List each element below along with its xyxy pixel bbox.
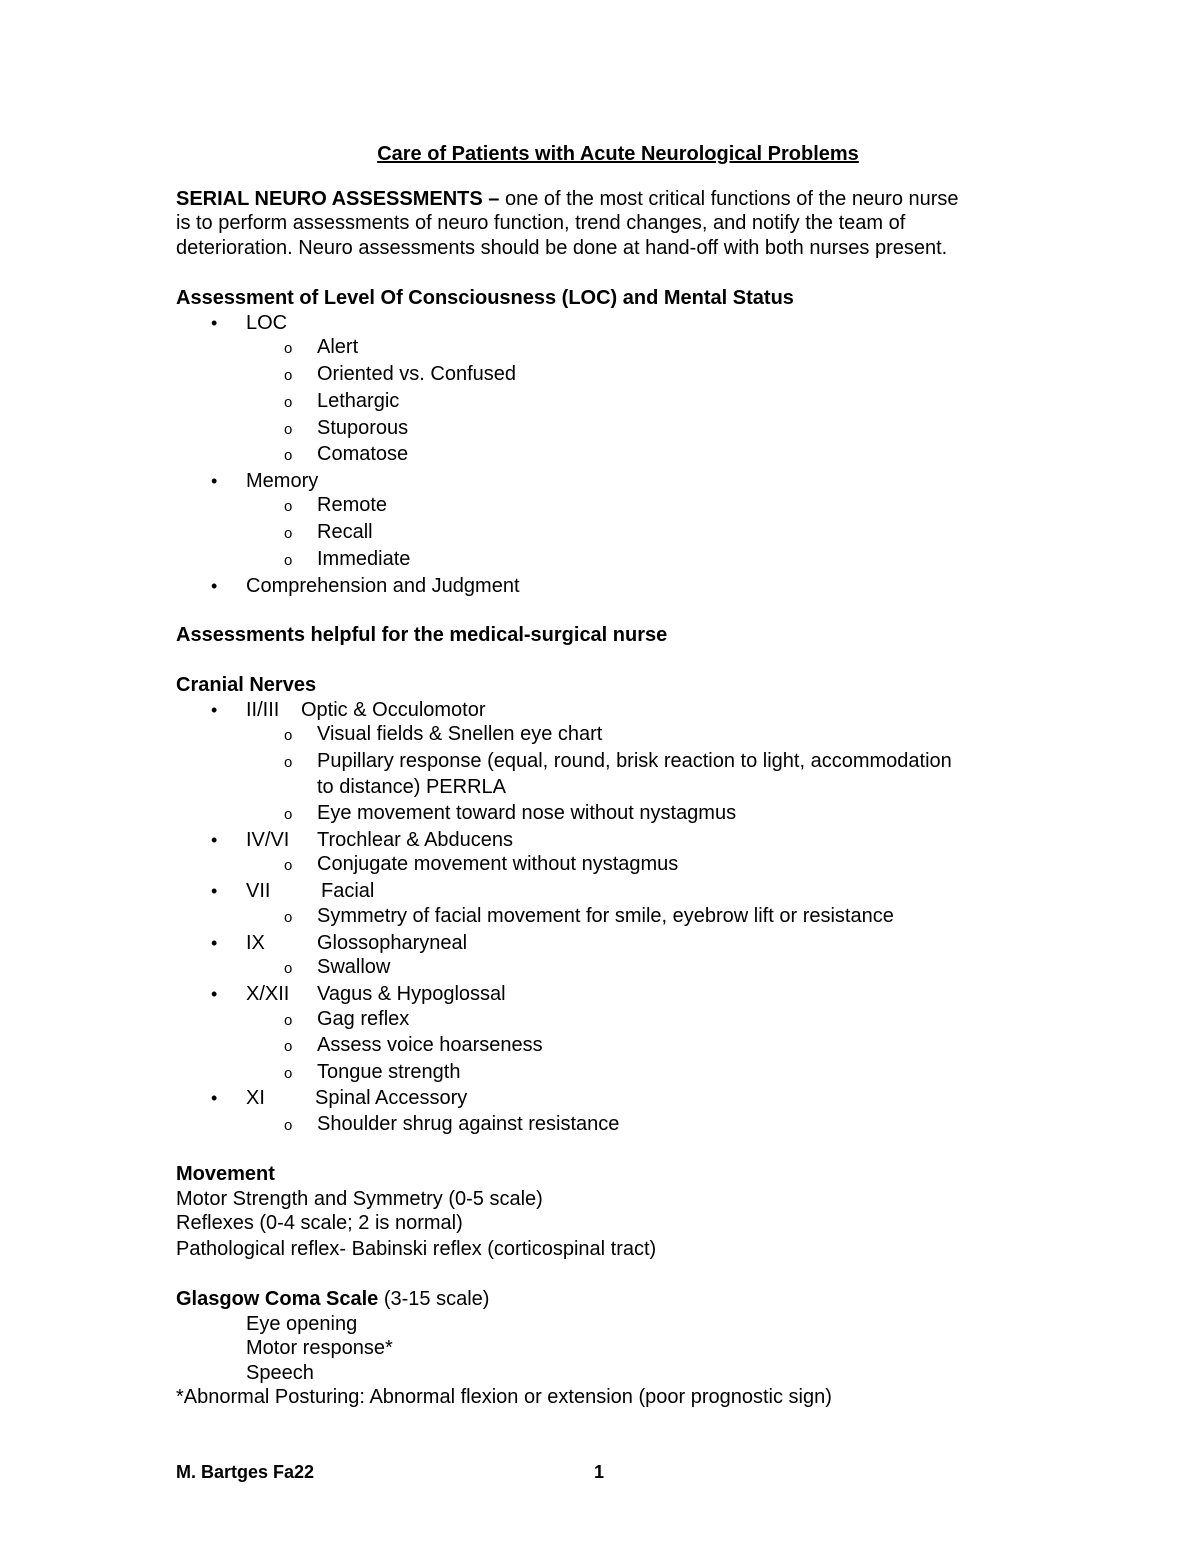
nerve-name: Optic & Occulomotor xyxy=(301,699,486,721)
nerve-code: II/III xyxy=(246,699,280,721)
sub-glyph: o xyxy=(284,394,293,411)
nerve-name: Vagus & Hypoglossal xyxy=(317,983,506,1005)
loc-subitem: Remote xyxy=(317,494,388,516)
nerve-subitem: Conjugate movement without nystagmus xyxy=(317,853,679,875)
nerve-subitem: Gag reflex xyxy=(317,1008,410,1030)
movement-line: Pathological reflex- Babinski reflex (corticospinal tract) xyxy=(176,1238,657,1260)
loc-subitem: Lethargic xyxy=(317,390,400,412)
gcs-heading-line xyxy=(176,1287,489,1311)
nerve-subitem: Eye movement toward nose without nystagmus xyxy=(317,802,737,824)
bullet-glyph: • xyxy=(211,984,218,1004)
gcs-item: Eye opening xyxy=(246,1313,358,1335)
loc-subitem: Immediate xyxy=(317,548,411,570)
nerve-subitem-continued: to distance) PERRLA xyxy=(317,776,506,798)
sub-glyph: o xyxy=(284,857,293,874)
sub-glyph: o xyxy=(284,1038,293,1055)
loc-heading: Assessment of Level Of Consciousness (LOC) and Mental Status xyxy=(176,287,794,309)
sub-glyph: o xyxy=(284,525,293,542)
loc-subitem: Recall xyxy=(317,521,373,543)
bullet-glyph: • xyxy=(211,1088,218,1108)
sub-glyph: o xyxy=(284,552,293,569)
nerve-name: Trochlear & Abducens xyxy=(317,829,514,851)
nerve-name: Glossopharyneal xyxy=(317,932,468,954)
gcs-note: *Abnormal Posturing: Abnormal flexion or extension (poor prognostic sign) xyxy=(176,1386,832,1408)
nerve-code: X/XII xyxy=(246,983,290,1005)
gcs-item: Speech xyxy=(246,1362,314,1384)
loc-subitem: Oriented vs. Confused xyxy=(317,363,516,385)
intro-line-2: is to perform assessments of neuro function, trend changes, and notify the team of xyxy=(176,212,906,234)
intro-text-1: one of the most critical functions of the neuro nurse xyxy=(504,188,959,210)
loc-item: Memory xyxy=(246,470,319,492)
sub-glyph: o xyxy=(284,727,293,744)
sub-glyph: o xyxy=(284,421,293,438)
footer-author: M. Bartges Fa22 xyxy=(176,1462,315,1482)
intro-line-3: deterioration. Neuro assessments should be done at hand-off with both nurses present. xyxy=(176,237,948,259)
movement-line: Motor Strength and Symmetry (0-5 scale) xyxy=(176,1188,543,1210)
nerve-subitem: Visual fields & Snellen eye chart xyxy=(317,723,603,745)
intro-line-1 xyxy=(176,187,959,211)
nerve-subitem: Pupillary response (equal, round, brisk reaction to light, accommodation xyxy=(317,750,952,772)
sub-glyph: o xyxy=(284,447,293,464)
bullet-glyph: • xyxy=(211,830,218,850)
bullet-glyph: • xyxy=(211,576,218,596)
sub-glyph: o xyxy=(284,498,293,515)
nerve-subitem: Assess voice hoarseness xyxy=(317,1034,543,1056)
nerve-name: Spinal Accessory xyxy=(315,1087,468,1109)
movement-line: Reflexes (0-4 scale; 2 is normal) xyxy=(176,1212,463,1234)
loc-item: Comprehension and Judgment xyxy=(246,575,520,597)
bullet-glyph: • xyxy=(211,313,218,333)
nerve-subitem: Swallow xyxy=(317,956,391,978)
intro-heading: SERIAL NEURO ASSESSMENTS – xyxy=(176,188,500,210)
sub-glyph: o xyxy=(284,1065,293,1082)
sub-glyph: o xyxy=(284,754,293,771)
nerve-subitem: Shoulder shrug against resistance xyxy=(317,1113,620,1135)
loc-subitem: Stuporous xyxy=(317,417,409,439)
bullet-glyph: • xyxy=(211,933,218,953)
loc-item: LOC xyxy=(246,312,288,334)
bullet-glyph: • xyxy=(211,700,218,720)
page-title: Care of Patients with Acute Neurological Problems xyxy=(377,143,859,165)
nerve-code: IX xyxy=(246,932,265,954)
nerve-code: XI xyxy=(246,1087,265,1109)
nerve-subitem: Tongue strength xyxy=(317,1061,461,1083)
gcs-item: Motor response* xyxy=(246,1337,393,1359)
sub-glyph: o xyxy=(284,340,293,357)
movement-heading: Movement xyxy=(176,1163,275,1185)
bullet-glyph: • xyxy=(211,471,218,491)
sub-glyph: o xyxy=(284,1012,293,1029)
bullet-glyph: • xyxy=(211,881,218,901)
loc-subitem: Alert xyxy=(317,336,359,358)
page-number: 1 xyxy=(594,1462,605,1482)
nerve-code: IV/VI xyxy=(246,829,290,851)
sub-glyph: o xyxy=(284,367,293,384)
nerve-subitem: Symmetry of facial movement for smile, eyebrow lift or resistance xyxy=(317,905,894,927)
sub-glyph: o xyxy=(284,806,293,823)
sub-glyph: o xyxy=(284,960,293,977)
gcs-heading: Glasgow Coma Scale xyxy=(176,1288,379,1310)
nerve-name: Facial xyxy=(321,880,375,902)
cranial-heading: Cranial Nerves xyxy=(176,674,317,696)
sub-glyph: o xyxy=(284,1117,293,1134)
loc-subitem: Comatose xyxy=(317,443,409,465)
medsurg-heading: Assessments helpful for the medical-surgical nurse xyxy=(176,624,668,646)
nerve-code: VII xyxy=(246,880,271,902)
sub-glyph: o xyxy=(284,909,293,926)
gcs-scale: (3-15 scale) xyxy=(383,1288,490,1310)
